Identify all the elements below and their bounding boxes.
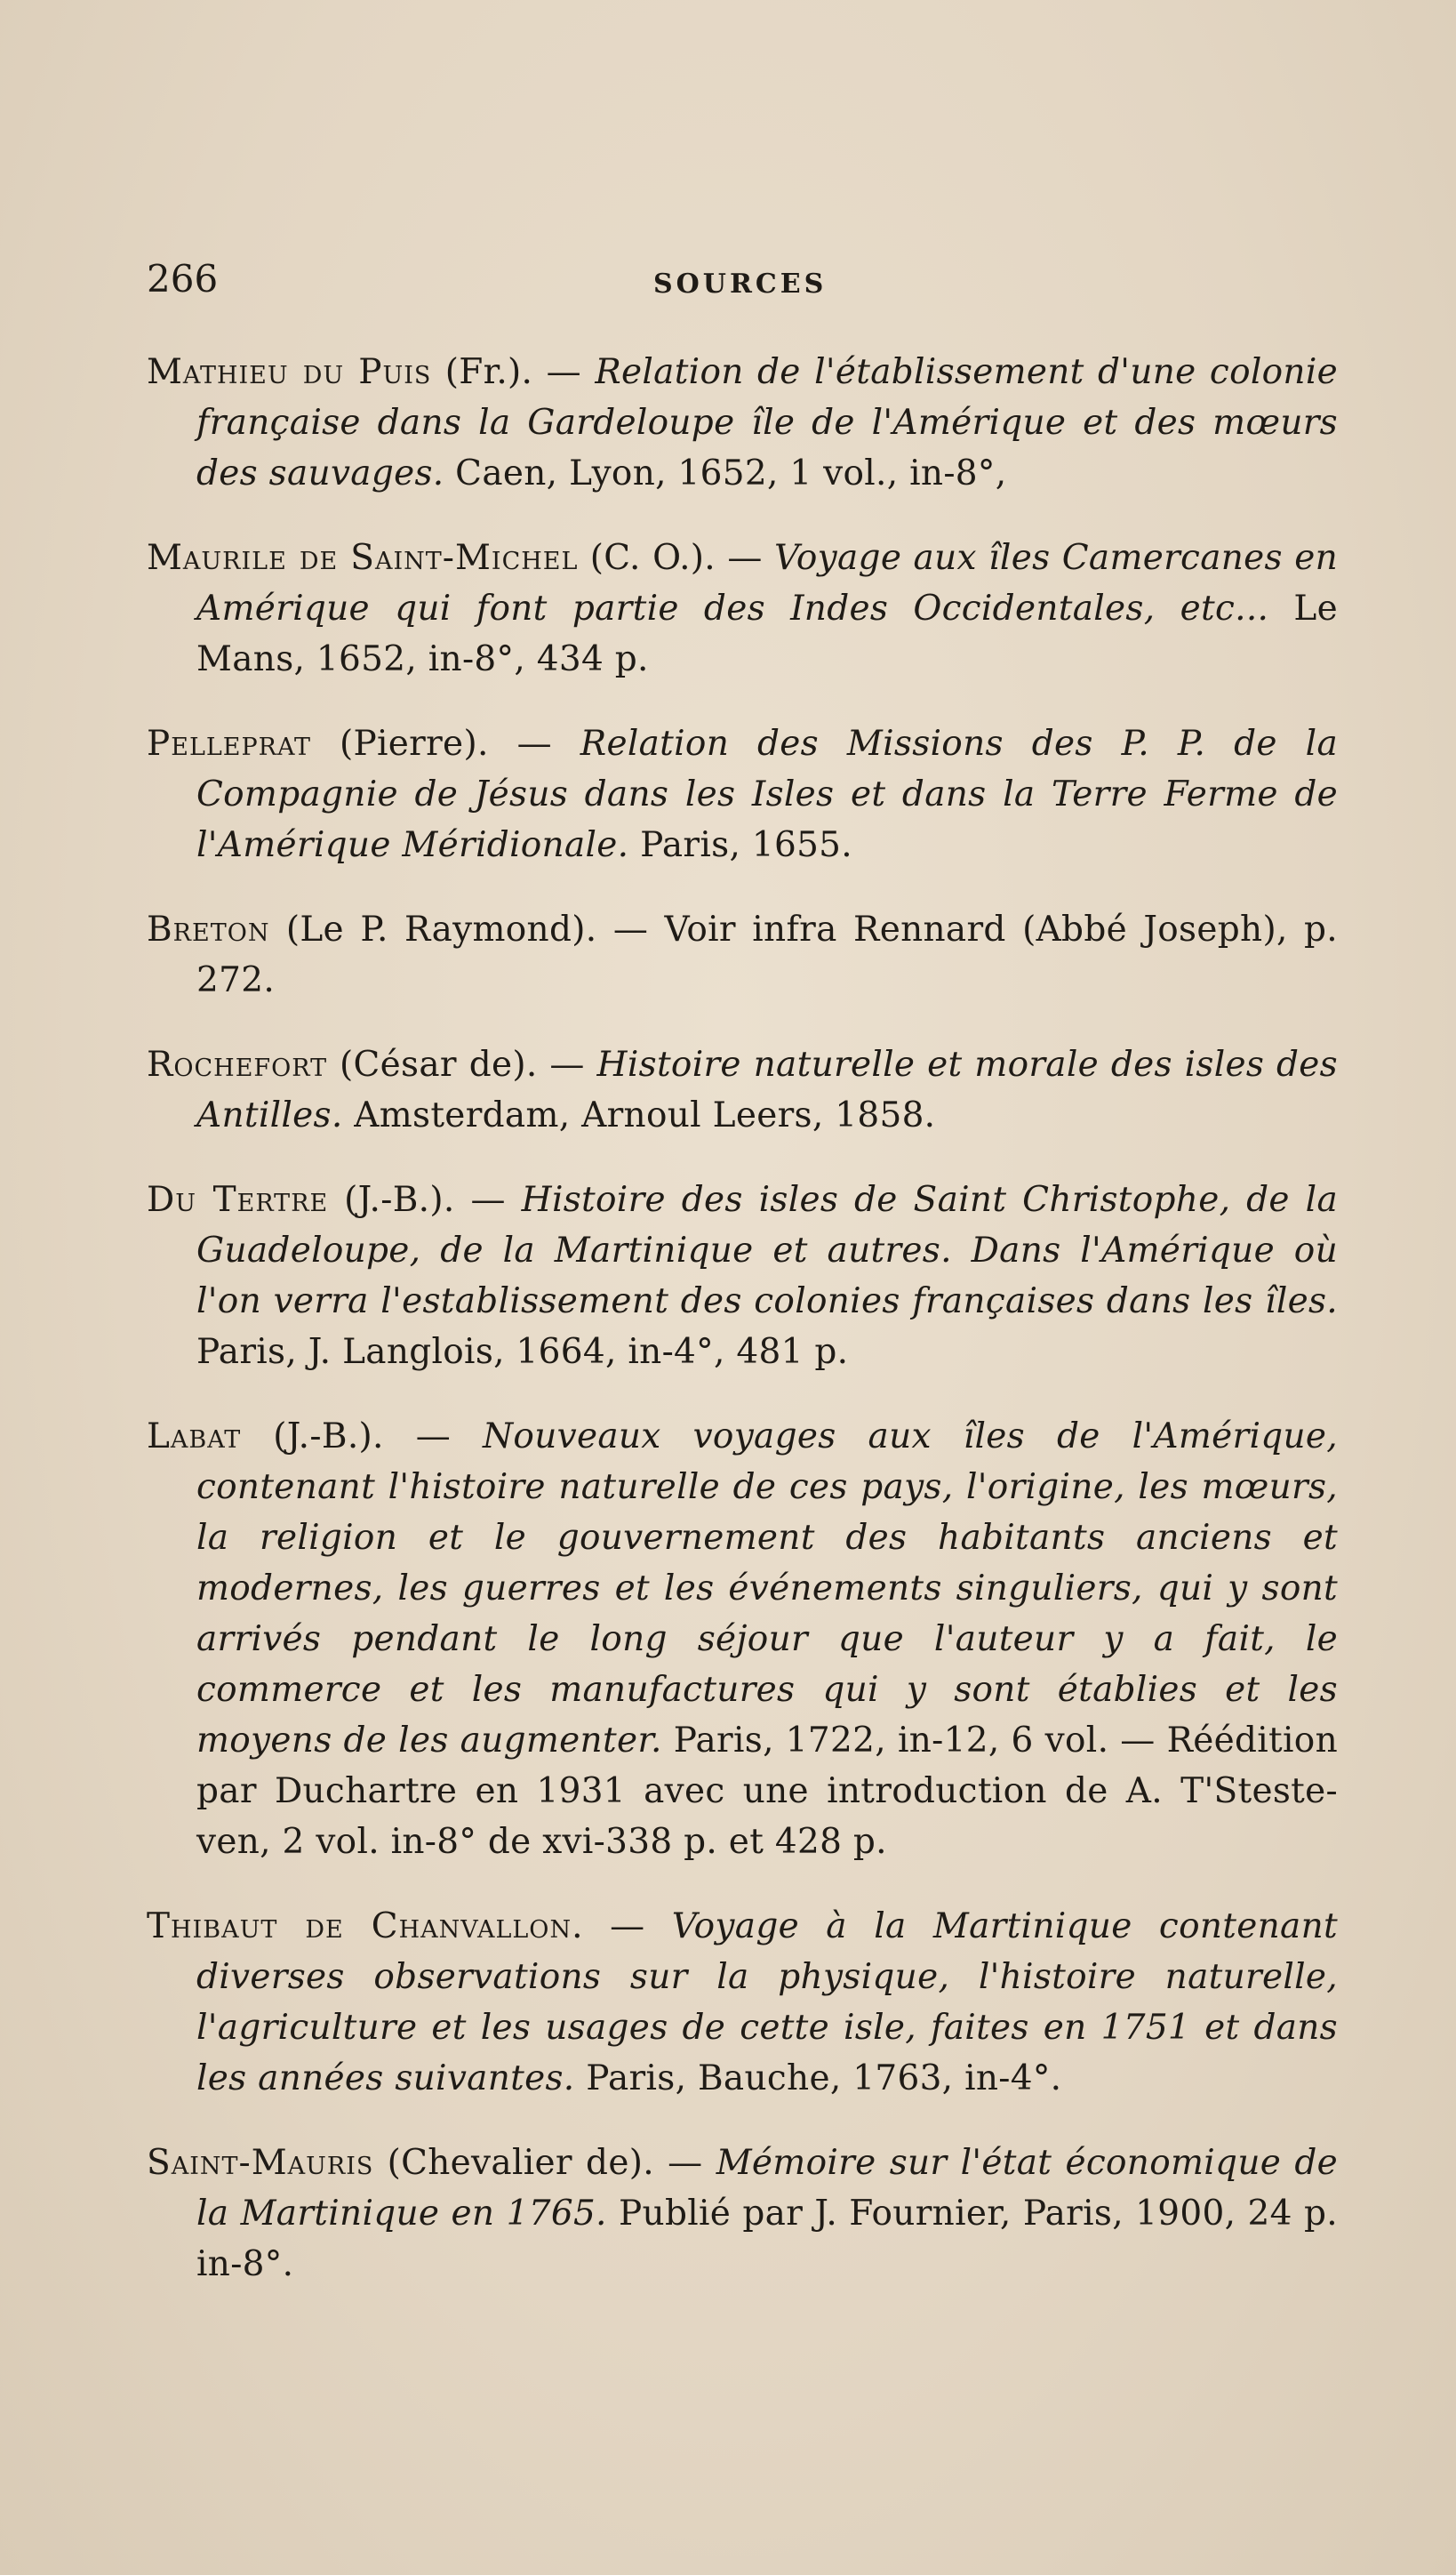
bibliography-entry (147, 533, 1338, 685)
entry-qualifier: (J.-B.). — (328, 1180, 522, 1220)
bibliography-entry (147, 1175, 1338, 1377)
bibliography-entry (147, 1411, 1338, 1867)
entry-imprint: Paris, Bauche, 1763, in-4°. (574, 2058, 1062, 2098)
entry-qualifier: (Le P. Raymond). — Voir infra Rennard (Abbé Joseph), p. 272. (196, 910, 1338, 1000)
entry-title: Mémoire sur l'état économique de la Martinique en 1765. (196, 2143, 1339, 2234)
entry-author: Maurile de Saint-Michel (147, 538, 579, 578)
entry-author: Pelleprat (147, 724, 312, 764)
page-number: 266 (147, 257, 219, 301)
page-header (147, 253, 1338, 306)
entry-author: Breton (147, 910, 270, 950)
bibliography-list (147, 347, 1338, 2323)
bibliography-entry (147, 904, 1338, 1006)
bibliography-entry (147, 718, 1338, 870)
entry-imprint: Le Mans, 1652, in-8°, 434 p. (196, 589, 1338, 679)
entry-qualifier: (Chevalier de). — (373, 2143, 716, 2183)
bibliography-entry (147, 1901, 1338, 2104)
entry-qualifier: (Fr.). — (431, 352, 596, 392)
entry-author: Mathieu du Puis (147, 352, 432, 392)
entry-title: Voyage aux îles Camercanes en Amérique qui font partie des Indes Occidentales, etc... (196, 538, 1339, 629)
entry-imprint: Paris, 1722, in-12, 6 vol. — Réédition par Duchartre en 1931 avec une introduction de A. T'Steste-ven, 2 vol. in-8° de xvi-338 p. et 428 p. (196, 1721, 1338, 1862)
entry-title: Histoire des isles de Saint Christophe, de la Guadeloupe, de la Martinique et autres. Dans l'Amérique où l'on verra l'establissement des colonies françaises dans les îles. (196, 1180, 1339, 1321)
entry-title: Relation des Missions des P. P. de la Compagnie de Jésus dans les Isles et dans la Terre Ferme de l'Amérique Méridionale. (196, 724, 1338, 865)
bibliography-entry (147, 1039, 1338, 1141)
entry-title: Nouveaux voyages aux îles de l'Amérique, contenant l'histoire naturelle de ces pays, l'origine, les mœurs, la religion et le gouvernement des habitants anciens et modernes, les guerres et les événements singuliers, qui y sont arrivés pendant le long séjour que l'auteur y a fait, le commerce et les manufactures qui y sont établies et les moyens de les augmenter. (196, 1416, 1339, 1761)
entry-author: Du Tertre (147, 1180, 329, 1220)
bibliography-entry (147, 347, 1338, 499)
entry-author: Labat (147, 1416, 242, 1456)
entry-imprint: Paris, J. Langlois, 1664, in-4°, 481 p. (196, 1332, 849, 1372)
entry-author: Thibaut de Chanvallon (147, 1906, 572, 1946)
entry-imprint: Paris, 1655. (628, 825, 852, 865)
entry-imprint: Amsterdam, Arnoul Leers, 1858. (342, 1095, 936, 1135)
entry-imprint: Publié par J. Fournier, Paris, 1900, 24 p. in-8°. (196, 2194, 1338, 2284)
entry-author: Rochefort (147, 1045, 328, 1085)
entry-title: Relation de l'établissement d'une colonie française dans la Gardeloupe île de l'Amérique et des mœurs des sauvages. (196, 352, 1338, 493)
entry-qualifier: (Pierre). — (311, 724, 580, 764)
entry-title: Voyage à la Martinique contenant diverses observations sur la physique, l'histoire naturelle, l'agriculture et les usages de cette isle, faites en 1751 et dans les années suivantes. (196, 1906, 1338, 2098)
entry-qualifier: (J.-B.). — (241, 1416, 483, 1456)
entry-imprint: Caen, Lyon, 1652, 1 vol., in-8°, (444, 453, 1007, 493)
entry-title: Histoire naturelle et morale des isles des Antilles. (196, 1045, 1339, 1135)
entry-qualifier: (César de). — (327, 1045, 597, 1085)
entry-author: Saint-Mauris (147, 2143, 374, 2183)
running-head: SOURCES (653, 269, 828, 300)
entry-qualifier: . — (572, 1906, 672, 1946)
entry-qualifier: (C. O.). — (578, 538, 774, 578)
bibliography-entry (147, 2138, 1338, 2290)
